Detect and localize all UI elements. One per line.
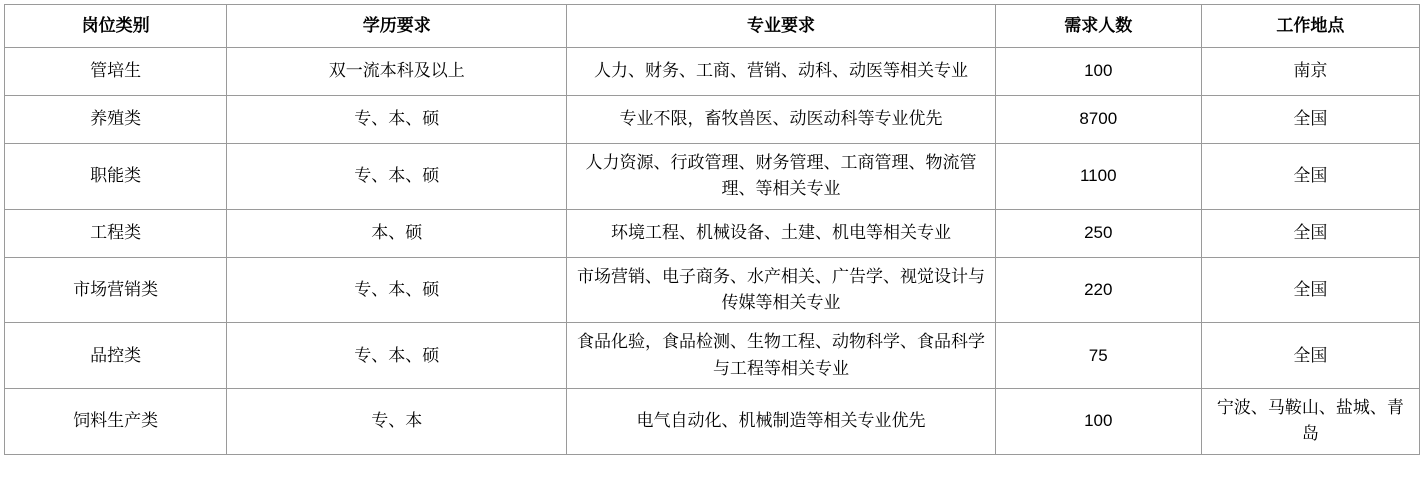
cell-count: 220 — [995, 257, 1201, 323]
cell-major: 人力资源、行政管理、财务管理、工商管理、物流管理、等相关专业 — [567, 144, 995, 210]
table-header-row — [5, 5, 1420, 48]
cell-location: 全国 — [1201, 144, 1419, 210]
cell-count: 1100 — [995, 144, 1201, 210]
table-row — [5, 389, 1420, 455]
cell-count: 100 — [995, 48, 1201, 96]
cell-category: 品控类 — [5, 323, 227, 389]
cell-category: 饲料生产类 — [5, 389, 227, 455]
cell-count: 100 — [995, 389, 1201, 455]
cell-category: 管培生 — [5, 48, 227, 96]
cell-major: 人力、财务、工商、营销、动科、动医等相关专业 — [567, 48, 995, 96]
table-header — [5, 5, 1420, 48]
cell-education: 专、本、硕 — [227, 96, 567, 144]
column-header-major: 专业要求 — [567, 5, 995, 48]
cell-location: 南京 — [1201, 48, 1419, 96]
cell-category: 工程类 — [5, 209, 227, 257]
cell-major: 电气自动化、机械制造等相关专业优先 — [567, 389, 995, 455]
table-body — [5, 48, 1420, 455]
cell-major: 专业不限，畜牧兽医、动医动科等专业优先 — [567, 96, 995, 144]
cell-education: 专、本、硕 — [227, 323, 567, 389]
table-row — [5, 209, 1420, 257]
column-header-location: 工作地点 — [1201, 5, 1419, 48]
cell-location: 全国 — [1201, 257, 1419, 323]
cell-education: 专、本 — [227, 389, 567, 455]
table-row — [5, 144, 1420, 210]
cell-education: 本、硕 — [227, 209, 567, 257]
table-row — [5, 48, 1420, 96]
cell-count: 75 — [995, 323, 1201, 389]
table-row — [5, 96, 1420, 144]
cell-category: 职能类 — [5, 144, 227, 210]
table-row — [5, 257, 1420, 323]
cell-category: 市场营销类 — [5, 257, 227, 323]
cell-education: 专、本、硕 — [227, 144, 567, 210]
cell-education: 专、本、硕 — [227, 257, 567, 323]
cell-location: 宁波、马鞍山、盐城、青岛 — [1201, 389, 1419, 455]
cell-education: 双一流本科及以上 — [227, 48, 567, 96]
recruitment-table — [4, 4, 1420, 455]
cell-major: 市场营销、电子商务、水产相关、广告学、视觉设计与传媒等相关专业 — [567, 257, 995, 323]
column-header-category: 岗位类别 — [5, 5, 227, 48]
table-row — [5, 323, 1420, 389]
cell-location: 全国 — [1201, 96, 1419, 144]
column-header-education: 学历要求 — [227, 5, 567, 48]
cell-location: 全国 — [1201, 209, 1419, 257]
cell-major: 食品化验，食品检测、生物工程、动物科学、食品科学与工程等相关专业 — [567, 323, 995, 389]
cell-category: 养殖类 — [5, 96, 227, 144]
cell-major: 环境工程、机械设备、土建、机电等相关专业 — [567, 209, 995, 257]
column-header-count: 需求人数 — [995, 5, 1201, 48]
cell-count: 8700 — [995, 96, 1201, 144]
cell-location: 全国 — [1201, 323, 1419, 389]
cell-count: 250 — [995, 209, 1201, 257]
